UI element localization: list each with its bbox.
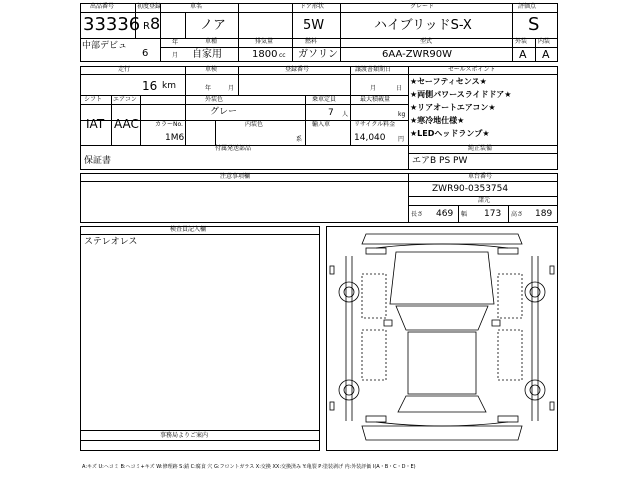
score: S bbox=[528, 14, 540, 35]
capacity: 7 bbox=[328, 108, 334, 118]
model: 6AA-ZWR90W bbox=[382, 49, 453, 60]
width-label: 幅 bbox=[461, 211, 468, 218]
model-label: 型式 bbox=[420, 38, 433, 45]
height-label: 高さ bbox=[511, 211, 524, 218]
reg-label: 登録番号 bbox=[285, 66, 310, 73]
load-unit: kg bbox=[398, 111, 406, 118]
year-suffix: 年 bbox=[172, 39, 179, 46]
equipment-items: 保証書 bbox=[84, 156, 112, 166]
score-label: 評価点 bbox=[518, 3, 537, 10]
office-label: 事務局よりご案内 bbox=[160, 432, 209, 439]
selling-point: ★LEDヘッドランプ★ bbox=[410, 129, 490, 138]
mileage-label: 走行 bbox=[118, 66, 131, 73]
selling-point: ★両側パワースライドドア★ bbox=[410, 90, 512, 99]
debut: 中部デビュ bbox=[82, 41, 128, 51]
displacement-label: 排気量 bbox=[255, 38, 274, 45]
body-type-label: 車種 bbox=[205, 38, 218, 45]
capacity-label: 乗車定員 bbox=[312, 96, 337, 103]
ac-label: エアコン bbox=[113, 96, 137, 103]
shift-label: シフト bbox=[84, 96, 103, 103]
capacity-unit: 人 bbox=[342, 111, 349, 118]
era-year: 8 bbox=[150, 14, 161, 33]
era: R bbox=[143, 21, 150, 32]
displacement-unit: cc bbox=[279, 52, 286, 59]
standard-label: 純正装備 bbox=[468, 145, 493, 152]
displacement: 1800 bbox=[252, 49, 278, 60]
deposit-suffix: 系 bbox=[296, 136, 303, 143]
interior-grade: A bbox=[542, 48, 550, 61]
month-suffix: 月 bbox=[172, 52, 179, 59]
exterior-label: 外装 bbox=[515, 38, 528, 45]
color-label: 外装色 bbox=[205, 96, 224, 103]
selling-points-label: セールスポイント bbox=[448, 66, 496, 73]
inspection-label: 車検 bbox=[205, 66, 218, 73]
body-type: 自家用 bbox=[192, 49, 222, 60]
width: 173 bbox=[484, 209, 502, 219]
month: 6 bbox=[142, 48, 149, 59]
chassis-label: 車台番号 bbox=[468, 173, 493, 180]
recycle: 14,040 bbox=[354, 133, 386, 143]
fuel: ガソリン bbox=[298, 49, 338, 60]
inspection-text: ステレオレス bbox=[84, 237, 138, 247]
shift: IAT bbox=[86, 117, 105, 131]
fuel-label: 燃料 bbox=[305, 38, 318, 45]
color: グレー bbox=[210, 107, 238, 117]
int-color-label: 内装色 bbox=[245, 121, 264, 128]
recycle-label: リサイクル料金 bbox=[354, 121, 396, 128]
grade: ハイブリッドS-X bbox=[374, 18, 472, 33]
exterior-grade: A bbox=[519, 48, 527, 61]
standard-equipment: エアB PS PW bbox=[412, 156, 468, 166]
length-label: 長さ bbox=[411, 211, 424, 218]
name-label: 車名 bbox=[190, 3, 203, 10]
selling-point: ★リアオートエアコン★ bbox=[410, 103, 496, 112]
cert-day: 日 bbox=[396, 85, 403, 92]
grade-label: グレード bbox=[410, 3, 435, 10]
equipment-label: 付属発送部品 bbox=[215, 145, 252, 152]
lot-number: 33336 bbox=[83, 14, 141, 35]
dims-label: 諸元 bbox=[478, 197, 491, 204]
selling-point: ★寒冷地仕様★ bbox=[410, 116, 465, 125]
color-no-label: カラーNo. bbox=[155, 121, 183, 128]
length: 469 bbox=[436, 209, 454, 219]
doors-label: ドア形状 bbox=[300, 3, 324, 10]
import-label: 輸入車 bbox=[312, 121, 331, 128]
load-label: 最大積載量 bbox=[360, 96, 391, 103]
cert-month: 月 bbox=[370, 85, 377, 92]
inspection-label: 検査員記入欄 bbox=[170, 226, 207, 233]
selling-point: ★セーフティセンス★ bbox=[410, 77, 487, 86]
mileage-unit: km bbox=[162, 81, 176, 91]
mileage: 16 bbox=[142, 79, 158, 93]
car-diagram bbox=[326, 226, 558, 451]
color-no: 1M6 bbox=[165, 133, 185, 143]
notes-label: 注意事項欄 bbox=[220, 173, 251, 180]
year-label: 初度登録 bbox=[137, 3, 162, 10]
inspection-month: 月 bbox=[228, 85, 235, 92]
legend-text: A:キズ U:ヘコミ B:ヘコミ+キズ W:修理跡 S:錆 C:腐食 穴 G:フロントガラス X:交換 XX:交換済み Y:亀裂 P:塗装剥げ 内:外装評価 Ⅰ(A・B・C・D・E) bbox=[82, 464, 416, 470]
recycle-unit: 円 bbox=[398, 136, 405, 143]
doors: 5W bbox=[303, 18, 325, 33]
car-name: ノア bbox=[200, 18, 227, 33]
inspection-year: 年 bbox=[205, 85, 212, 92]
lot-label: 出品番号 bbox=[90, 3, 115, 10]
cert-label: 譲渡書類期日 bbox=[355, 66, 392, 73]
interior-label: 内装 bbox=[538, 38, 551, 45]
ac: AAC bbox=[114, 117, 139, 131]
inspection-frame bbox=[80, 226, 320, 451]
chassis-number: ZWR90-0353754 bbox=[432, 184, 509, 194]
height: 189 bbox=[535, 209, 553, 219]
